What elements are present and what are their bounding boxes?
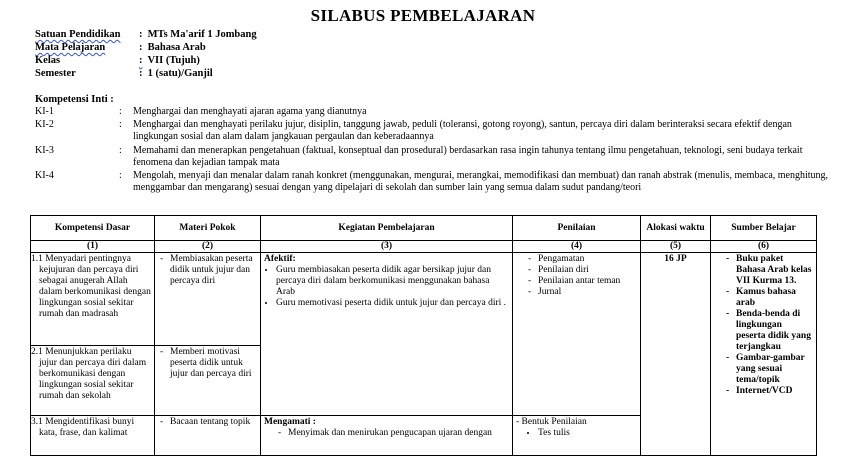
list-item: - Gambar-gambar yang sesuai tema/topik xyxy=(736,353,813,386)
kd-cell: 1.1 Menyadari pentingnya kejujuran dan percaya diri sebagai anugerah Allah dalam berkomunikasi dengan lingkungan sosial sekitar rumah dan madrasah xyxy=(31,253,155,346)
meta-row xyxy=(35,67,257,80)
list-item: • Guru memotivasi peserta didik untuk jujur dan percaya diri . xyxy=(276,298,509,309)
meta-label: Kelas xyxy=(35,55,61,66)
column-number: (3) xyxy=(261,241,513,253)
ki-code: KI-2 xyxy=(35,119,54,130)
page-title: SILABUS PEMBELAJARAN xyxy=(310,6,536,25)
list-item: - Kamus bahasa arab xyxy=(736,287,813,309)
list-item: - Buku paket Bahasa Arab kelas VII Kurma 13. xyxy=(736,254,813,287)
column-number: (1) xyxy=(31,241,155,253)
materi-cell xyxy=(155,416,261,456)
column-number: (2) xyxy=(155,241,261,253)
meta-label: Semester xyxy=(35,68,76,79)
kd-cell: 2.1 Menunjukkan perilaku jujur dan percaya diri dalam berkomunikasi dengan lingkungan sosial sekitar rumah dan sekolah xyxy=(31,346,155,416)
list-item: - Penilaian antar teman xyxy=(538,276,637,287)
sumber-cell xyxy=(711,253,817,456)
column-header: Kegiatan Pembelajaran xyxy=(261,216,513,241)
list-item: • Tes tulis xyxy=(538,428,637,439)
list-item: - Membiasakan peserta didik untuk jujur dan percaya diri xyxy=(170,254,257,287)
column-number: (5) xyxy=(641,241,711,253)
penilaian-heading: - Bentuk Penilaian xyxy=(516,417,587,427)
kd-cell: 3.1 Mengidentifikasi bunyi kata, frase, dan kalimat xyxy=(31,416,155,456)
ki-code: KI-1 xyxy=(35,106,54,117)
list-item: - Jurnal xyxy=(538,287,637,298)
table-header-row xyxy=(31,216,817,241)
ki-code: KI-4 xyxy=(35,170,54,181)
ki-text: Menghargai dan menghayati perilaku jujur, disiplin, tanggung jawab, peduli (toleransi, gotong royong), santun, percaya diri dalam berinteraksi secara efektif dengan lingkungan sosial dan alam dalam jangkauan pergaulan dan keberadaannya xyxy=(133,119,792,142)
column-number: (6) xyxy=(711,241,817,253)
ki-text: Menghargai dan menghayati ajaran agama yang dianutnya xyxy=(133,106,367,117)
materi-cell xyxy=(155,346,261,416)
ki-heading: Kompetensi Inti : xyxy=(35,94,114,105)
column-header: Kompetensi Dasar xyxy=(31,216,155,241)
meta-value: Bahasa Arab xyxy=(147,42,206,53)
meta-row xyxy=(35,54,257,67)
column-header: Penilaian xyxy=(513,216,641,241)
list-item: - Memberi motivasi peserta didik untuk jujur dan percaya diri xyxy=(170,347,257,380)
kegiatan-cell xyxy=(261,416,513,456)
meta-colon: : xyxy=(139,42,143,53)
column-number: (4) xyxy=(513,241,641,253)
ki-text: Mengolah, menyaji dan menalar dalam ranah konkret (menggunakan, mengurai, merangkai, memodifikasi dan membuat) dan ranah abstrak (menulis, membaca, menghitung, menggambar dan mengarang) sesuai dengan yang dipelajari di sekolah dan sumber lain yang semua dalam sudut pandang/teori xyxy=(133,170,829,193)
table-number-row xyxy=(31,241,817,253)
identity-block xyxy=(35,28,257,80)
ki-text: Memahami dan menerapkan pengetahuan (faktual, konseptual dan prosedural) berdasarkan rasa ingin tahunya tentang ilmu pengetahuan, teknologi, seni budaya terkait fenomena dan kejadian tampak mata xyxy=(133,145,803,168)
column-header: Materi Pokok xyxy=(155,216,261,241)
table-row xyxy=(31,253,817,346)
meta-label: Satuan Pendidikan xyxy=(35,29,121,40)
kegiatan-heading: Mengamati : xyxy=(264,417,316,427)
list-item: - Penilaian diri xyxy=(538,265,637,276)
penilaian-cell xyxy=(513,416,641,456)
meta-value: VII (Tujuh) xyxy=(147,55,200,66)
column-header: Sumber Belajar xyxy=(711,216,817,241)
kegiatan-heading: Afektif: xyxy=(264,254,296,264)
meta-value: MTs Ma'arif 1 Jombang xyxy=(147,29,257,40)
meta-row xyxy=(35,41,257,54)
ki-code: KI-3 xyxy=(35,145,54,156)
syllabus-table xyxy=(30,215,817,456)
list-item: • Guru membiasakan peserta didik agar bersikap jujur dan percaya diri dalam berkomunikasi menggunakan bahasa Arab xyxy=(276,265,509,298)
meta-colon: : xyxy=(139,29,143,40)
meta-colon: : xyxy=(139,68,143,79)
meta-colon: : xyxy=(139,55,143,66)
materi-cell xyxy=(155,253,261,346)
meta-value: 1 (satu)/Ganjil xyxy=(147,68,213,79)
list-item: - Benda-benda di lingkungan peserta didik yang terjangkau xyxy=(736,309,813,353)
kegiatan-cell xyxy=(261,253,513,416)
column-header: Alokasi waktu xyxy=(641,216,711,241)
meta-row xyxy=(35,28,257,41)
list-item: - Pengamatan xyxy=(538,254,637,265)
list-item: - Bacaan tentang topik xyxy=(170,417,257,428)
list-item: - Menyimak dan menirukan pengucapan ujaran dengan xyxy=(288,428,509,439)
alokasi-cell: 16 JP xyxy=(641,253,711,456)
penilaian-cell xyxy=(513,253,641,416)
meta-label: Mata Pelajaran xyxy=(35,42,106,53)
list-item: - Internet/VCD xyxy=(736,386,813,397)
